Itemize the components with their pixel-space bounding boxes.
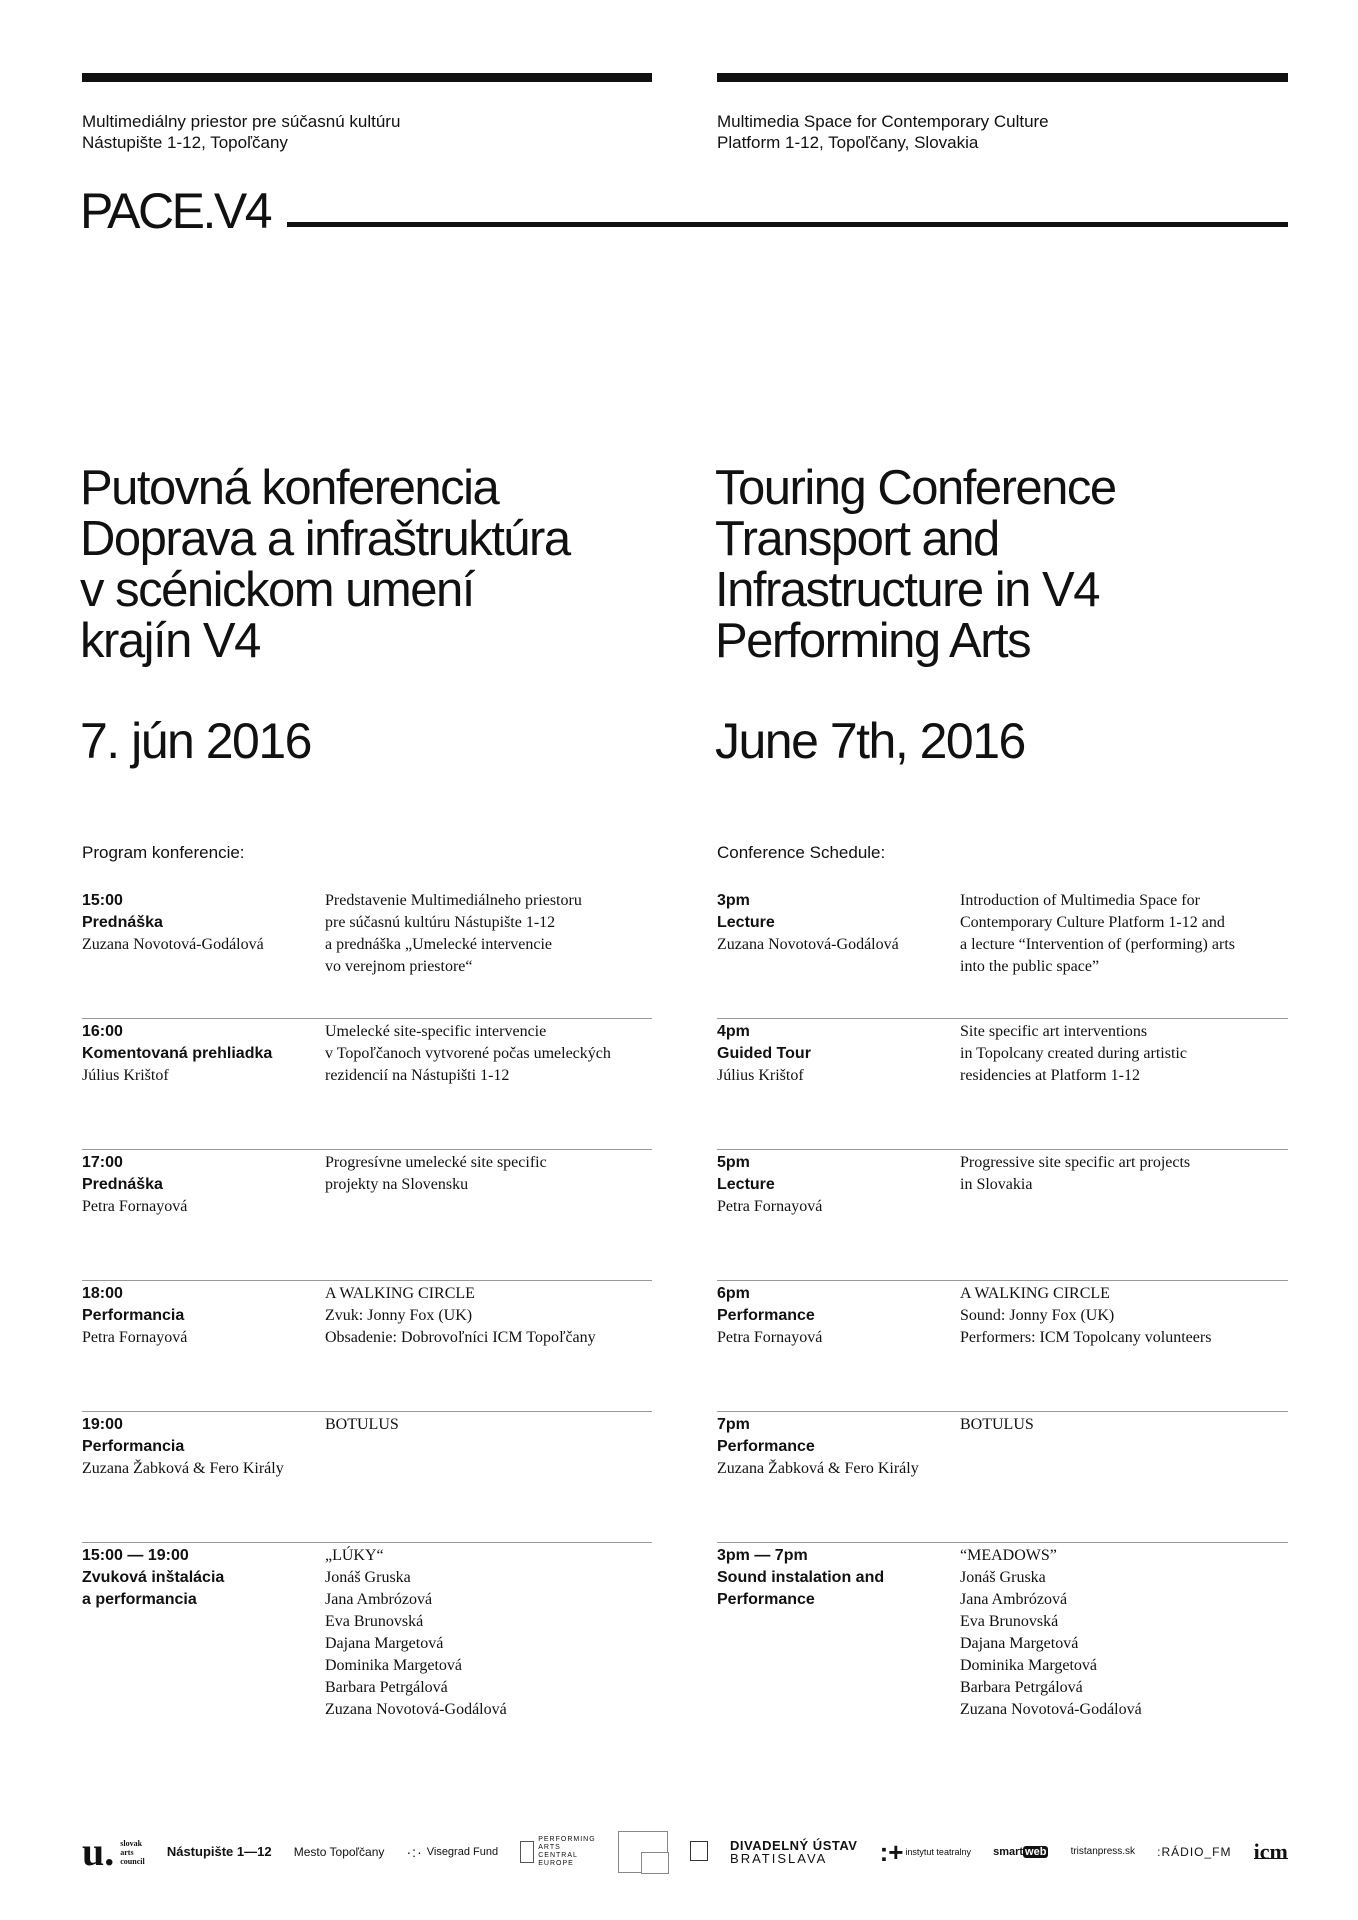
schedule-type: Performance [717, 1591, 815, 1608]
schedule-description [960, 1414, 1288, 1480]
schedule-row [717, 890, 1288, 978]
visegrad-label: Visegrad Fund [426, 1846, 499, 1858]
schedule-description-line: “MEADOWS” [960, 1547, 1057, 1564]
schedule-description-line: A WALKING CIRCLE [325, 1285, 475, 1302]
smartweb-logo [993, 1846, 1048, 1858]
schedule-speaker: Petra Fornayová [717, 1198, 823, 1215]
schedule-speaker: Petra Fornayová [82, 1198, 188, 1215]
sac-letter: u. [82, 1829, 115, 1874]
schedule-description-line: Jana Ambrózová [960, 1591, 1068, 1608]
smartweb-a: smart [993, 1846, 1024, 1858]
schedule-description-line: Eva Brunovská [960, 1613, 1059, 1630]
schedule-type: Sound instalation and [717, 1569, 885, 1586]
tagline-en-line1: Multimedia Space for Contemporary Culture [717, 112, 1049, 131]
schedule-row [82, 1283, 652, 1349]
schedule-description-line: Jonáš Gruska [325, 1569, 411, 1586]
schedule-time: 15:00 — 19:00 [82, 1547, 189, 1564]
schedule-description [325, 1545, 652, 1721]
sac-text-line: arts [120, 1847, 134, 1857]
schedule-meta [82, 890, 325, 978]
schedule-time: 7pm [717, 1416, 750, 1433]
divadelny-ustav-logo [730, 1839, 857, 1865]
sac-text-line: slovak [120, 1838, 143, 1848]
schedule-description-line: BOTULUS [325, 1416, 399, 1433]
schedule-row [82, 1545, 652, 1721]
schedule-type: Performancia [82, 1438, 185, 1455]
smartweb-b: web [1025, 1846, 1047, 1858]
schedule-type: Prednáška [82, 1176, 163, 1193]
schedule-description-line: Progresívne umelecké site specific [325, 1154, 547, 1171]
schedule-type: Lecture [717, 1176, 775, 1193]
schedule-row [82, 1414, 652, 1480]
schedule-description-line: Zuzana Novotová-Godálová [325, 1701, 507, 1718]
schedule-description-line: Introduction of Multimedia Space for [960, 892, 1200, 909]
schedule-description [325, 1152, 652, 1218]
schedule-time: 18:00 [82, 1285, 123, 1302]
title-en [715, 463, 1315, 667]
schedule-separator [82, 1411, 652, 1412]
schedule-time: 6pm [717, 1285, 750, 1302]
schedule-description [325, 890, 652, 978]
schedule-meta [82, 1021, 325, 1087]
tagline-sk-line2: Nástupište 1-12, Topoľčany [82, 133, 288, 152]
schedule-time: 19:00 [82, 1416, 123, 1433]
title-en-line: Transport and [715, 512, 999, 566]
schedule-title-sk: Program konferencie: [82, 843, 245, 862]
title-en-line: Infrastructure in V4 [715, 563, 1099, 617]
schedule-separator [717, 1411, 1288, 1412]
sponsor-logos [82, 1826, 1288, 1878]
pace-line: CENTRAL [538, 1852, 578, 1859]
schedule-description-line: BOTULUS [960, 1416, 1034, 1433]
schedule-description-line: Contemporary Culture Platform 1-12 and [960, 914, 1225, 931]
schedule-description-line: Sound: Jonny Fox (UK) [960, 1307, 1115, 1324]
schedule-description-line: Dajana Margetová [960, 1635, 1079, 1652]
mesto-logo: Mesto Topoľčany [293, 1845, 385, 1859]
du-line1: DIVADELNÝ ÚSTAV [730, 1838, 858, 1853]
schedule-type: Performance [717, 1438, 815, 1455]
schedule-separator [82, 1542, 652, 1543]
schedule-description-line: residencies at Platform 1-12 [960, 1067, 1140, 1084]
title-en-line: Touring Conference [715, 461, 1116, 515]
schedule-description-line: Barbara Petrgálová [325, 1679, 448, 1696]
schedule-row [717, 1021, 1288, 1087]
schedule-meta [717, 1414, 960, 1480]
schedule-time: 17:00 [82, 1154, 123, 1171]
top-rule-left [82, 73, 652, 82]
schedule-meta [717, 1021, 960, 1087]
schedule-description-line: Progressive site specific art projects [960, 1154, 1191, 1171]
schedule-description-line: a prednáška „Umelecké intervencie [325, 936, 552, 953]
pace-line: ARTS [538, 1844, 561, 1851]
schedule-meta [82, 1414, 325, 1480]
schedule-speaker: Július Krištof [717, 1067, 804, 1084]
schedule-description-line: Dominika Margetová [325, 1657, 463, 1674]
schedule-row [717, 1414, 1288, 1480]
radio-fm-logo: :RÁDIO_FM [1157, 1845, 1232, 1859]
schedule-time: 15:00 [82, 892, 123, 909]
schedule-meta [717, 1152, 960, 1218]
schedule-type: a performancia [82, 1591, 197, 1608]
schedule-description [325, 1414, 652, 1480]
schedule-meta [82, 1152, 325, 1218]
schedule-speaker: Zuzana Novotová-Godálová [717, 936, 899, 953]
tagline-sk [82, 111, 400, 153]
schedule-description [960, 1283, 1288, 1349]
sac-text [120, 1839, 144, 1866]
schedule-description-line: a lecture “Intervention of (performing) arts [960, 936, 1235, 953]
sac-text-line: council [120, 1856, 145, 1866]
title-sk [80, 463, 680, 667]
tristanpress-logo: tristanpress.sk [1070, 1846, 1136, 1857]
schedule-separator [82, 1280, 652, 1281]
slovak-arts-council-logo [82, 1829, 145, 1874]
top-rule-right [717, 73, 1288, 82]
schedule-description [960, 1021, 1288, 1087]
icm-logo: icm [1253, 1838, 1288, 1864]
schedule-description-line: into the public space” [960, 958, 1100, 975]
schedule-row [82, 1152, 652, 1218]
schedule-separator [717, 1280, 1288, 1281]
visegrad-fund-logo [407, 1846, 499, 1858]
schedule-description [960, 1152, 1288, 1218]
schedule-row [82, 1021, 652, 1087]
title-sk-line: Doprava a infraštruktúra [80, 512, 570, 566]
schedule-meta [82, 1283, 325, 1349]
schedule-time: 3pm — 7pm [717, 1547, 808, 1564]
schedule-meta [82, 1545, 325, 1721]
date-sk: 7. jún 2016 [80, 713, 311, 769]
schedule-meta [717, 890, 960, 978]
schedule-description [325, 1283, 652, 1349]
tagline-en [717, 111, 1049, 153]
schedule-speaker: Július Krištof [82, 1067, 169, 1084]
pace-mark-icon [520, 1841, 534, 1863]
schedule-description [960, 1545, 1288, 1721]
schedule-description-line: A WALKING CIRCLE [960, 1285, 1110, 1302]
museum-mark-icon [690, 1841, 708, 1861]
schedule-type: Performancia [82, 1307, 185, 1324]
schedule-speaker: Petra Fornayová [82, 1329, 188, 1346]
schedule-description-line: v Topoľčanoch vytvorené počas umeleckých [325, 1045, 611, 1062]
schedule-description-line: Barbara Petrgálová [960, 1679, 1083, 1696]
pace-logo-small [520, 1836, 595, 1868]
schedule-separator [82, 1149, 652, 1150]
theatre-institute-mark [618, 1831, 668, 1873]
schedule-meta [717, 1283, 960, 1349]
plus-icon: :+ [879, 1837, 904, 1867]
schedule-row [717, 1152, 1288, 1218]
schedule-description-line: Jonáš Gruska [960, 1569, 1046, 1586]
schedule-type: Prednáška [82, 914, 163, 931]
schedule-row [717, 1545, 1288, 1721]
schedule-title-en: Conference Schedule: [717, 843, 886, 862]
schedule-time: 4pm [717, 1023, 750, 1040]
schedule-time: 5pm [717, 1154, 750, 1171]
schedule-description [960, 890, 1288, 978]
regional-museum-logo [690, 1841, 708, 1863]
tagline-en-line2: Platform 1-12, Topoľčany, Slovakia [717, 133, 979, 152]
schedule-description [325, 1021, 652, 1087]
schedule-description-line: rezidencií na Nástupišti 1-12 [325, 1067, 510, 1084]
pace-logo: PACE.V4 [80, 183, 270, 239]
schedule-separator [717, 1149, 1288, 1150]
schedule-description-line: pre súčasnú kultúru Nástupište 1-12 [325, 914, 556, 931]
schedule-separator [82, 1018, 652, 1019]
instytut-teatralny-logo [879, 1837, 971, 1867]
schedule-description-line: projekty na Slovensku [325, 1176, 469, 1193]
schedule-description-line: Eva Brunovská [325, 1613, 424, 1630]
title-sk-line: krajín V4 [80, 614, 260, 668]
schedule-description-line: Performers: ICM Topolcany volunteers [960, 1329, 1212, 1346]
du-line2: BRATISLAVA [730, 1851, 828, 1866]
schedule-separator [717, 1542, 1288, 1543]
title-sk-line: Putovná konferencia [80, 461, 499, 515]
schedule-meta [717, 1545, 960, 1721]
date-en: June 7th, 2016 [715, 713, 1025, 769]
title-sk-line: v scénickom umení [80, 563, 474, 617]
schedule-separator [717, 1018, 1288, 1019]
schedule-speaker: Zuzana Novotová-Godálová [82, 936, 264, 953]
pace-line: EUROPE [538, 1860, 574, 1867]
nastupiste-logo: Nástupište 1—12 [166, 1844, 272, 1859]
schedule-description-line: Obsadenie: Dobrovoľníci ICM Topoľčany [325, 1329, 596, 1346]
schedule-type: Performance [717, 1307, 815, 1324]
schedule-time: 16:00 [82, 1023, 123, 1040]
pace-line: PERFORMING [538, 1836, 596, 1843]
schedule-description-line: Zuzana Novotová-Godálová [960, 1701, 1142, 1718]
logo-rule [287, 222, 1288, 227]
schedule-type: Zvuková inštalácia [82, 1569, 225, 1586]
schedule-type: Lecture [717, 914, 775, 931]
schedule-time: 3pm [717, 892, 750, 909]
schedule-description-line: in Topolcany created during artistic [960, 1045, 1187, 1062]
schedule-description-line: Dajana Margetová [325, 1635, 444, 1652]
title-en-line: Performing Arts [715, 614, 1031, 668]
schedule-row [717, 1283, 1288, 1349]
schedule-description-line: vo verejnom priestore“ [325, 958, 473, 975]
schedule-row [82, 890, 652, 978]
schedule-description-line: Predstavenie Multimediálneho priestoru [325, 892, 582, 909]
tagline-sk-line1: Multimediálny priestor pre súčasnú kultúru [82, 112, 401, 131]
schedule-type: Komentovaná prehliadka [82, 1045, 273, 1062]
schedule-description-line: Zvuk: Jonny Fox (UK) [325, 1307, 473, 1324]
schedule-description-line: Jana Ambrózová [325, 1591, 433, 1608]
schedule-type: Guided Tour [717, 1045, 811, 1062]
schedule-description-line: Site specific art interventions [960, 1023, 1148, 1040]
visegrad-dots-icon: ·:· [406, 1844, 423, 1860]
schedule-speaker: Petra Fornayová [717, 1329, 823, 1346]
schedule-speaker: Zuzana Žabková & Fero Király [82, 1460, 284, 1477]
schedule-description-line: Umelecké site-specific intervencie [325, 1023, 547, 1040]
instytut-label: instytut teatralny [905, 1847, 971, 1857]
schedule-description-line: Dominika Margetová [960, 1657, 1098, 1674]
schedule-description-line: „LÚKY“ [325, 1547, 384, 1564]
schedule-speaker: Zuzana Žabková & Fero Király [717, 1460, 919, 1477]
schedule-description-line: in Slovakia [960, 1176, 1033, 1193]
